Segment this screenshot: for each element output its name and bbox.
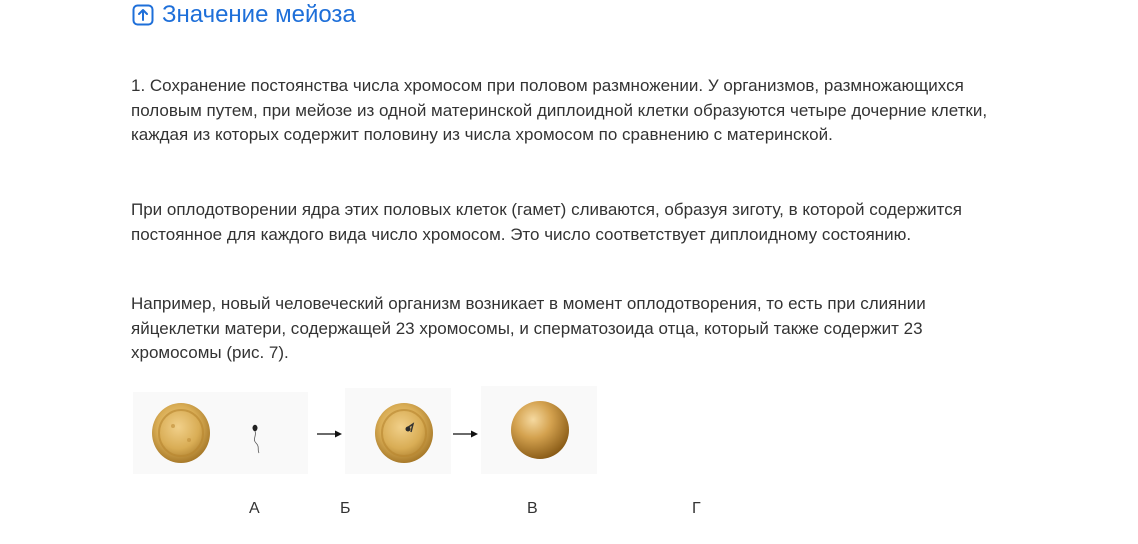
arrow-right-icon — [317, 426, 343, 444]
figure-label-v: В — [527, 500, 538, 517]
figure-label-b: Б — [340, 500, 351, 517]
figure-label-g: Г — [692, 500, 701, 517]
section-heading[interactable] — [132, 0, 356, 30]
arrow-up-box-icon — [132, 4, 154, 26]
figure-label-a: А — [249, 500, 260, 517]
paragraph-3: Например, новый человеческий организм возникает в момент оплодотворения, то есть при слиянии яйцеклетки матери, содержащей 23 хромосомы, и сперматозоида отца, который также содержит 23 хромосомы (рис. 7). — [131, 294, 926, 362]
egg-and-sperm-image — [133, 392, 308, 479]
zygote-image — [481, 386, 597, 479]
section-title: Значение мейоза — [162, 1, 356, 28]
arrow-right-icon — [453, 426, 479, 444]
paragraph-1: 1. Сохранение постоянства числа хромосом при половом размножении. У организмов, размножающихся половым путем, при мейозе из одной материнской диплоидной клетки образуются четыре дочерние клетки, каждая из которых содержит половину из числа хромосом по сравнению с материнской. — [131, 76, 988, 144]
paragraph-2: При оплодотворении ядра этих половых клеток (гамет) сливаются, образуя зиготу, в которой содержится постоянное для каждого вида число хромосом. Это число соответствует диплоидному состоянию. — [131, 200, 962, 244]
fertilized-egg-image — [345, 388, 451, 479]
